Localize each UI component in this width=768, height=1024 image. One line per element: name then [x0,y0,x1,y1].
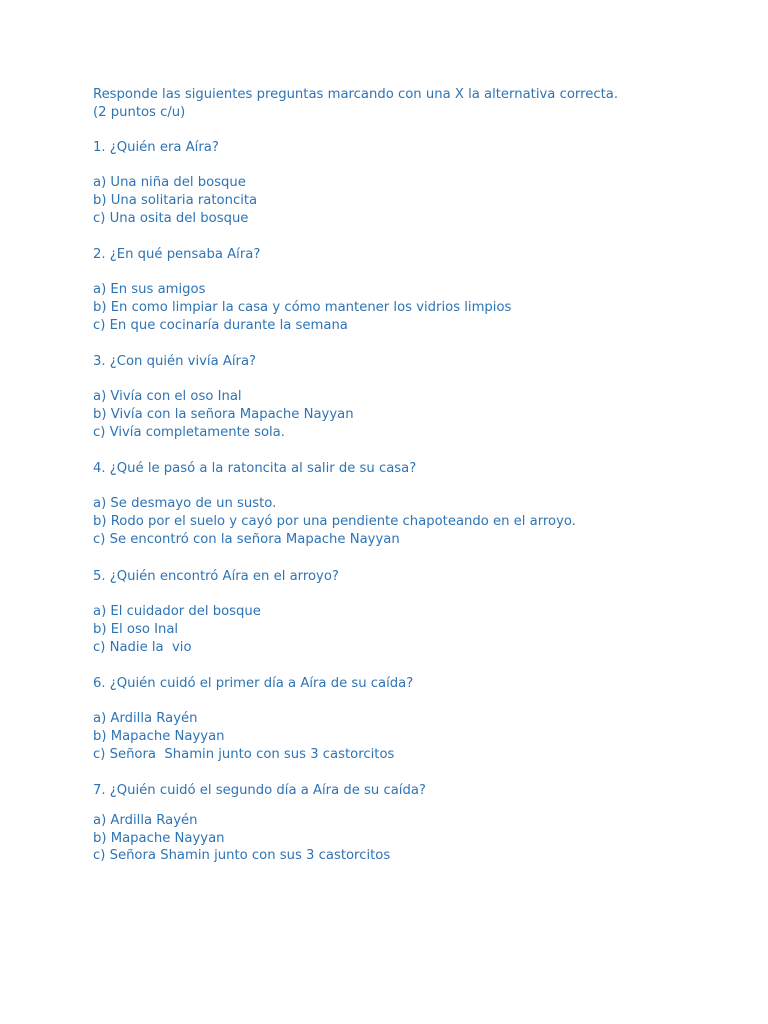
question-text: 6. ¿Quién cuidó el primer día a Aíra de su caída? [93,676,414,691]
answer-options [93,603,753,657]
option-b: b) Mapache Nayyan [93,729,225,744]
question-text: 1. ¿Quién era Aíra? [93,140,219,155]
option-a: a) Ardilla Rayén [93,813,198,828]
option-b: b) Rodo por el suelo y cayó por una pendiente chapoteando en el arroyo. [93,514,576,529]
option-c: c) Señora Shamin junto con sus 3 castorcitos [93,848,391,863]
question-5 [93,568,753,657]
option-b: b) Vivía con la señora Mapache Nayyan [93,407,354,422]
option-b: b) Una solitaria ratoncita [93,193,258,208]
question-6 [93,675,753,764]
question-text: 4. ¿Qué le pasó a la ratoncita al salir de su casa? [93,461,417,476]
question-text: 2. ¿En qué pensaba Aíra? [93,247,261,262]
instructions-line-1: Responde las siguientes preguntas marcando con una X la alternativa correcta. [93,87,619,102]
option-b: b) En como limpiar la casa y cómo mantener los vidrios limpios [93,300,512,315]
answer-options [93,388,753,442]
question-text: 7. ¿Quién cuidó el segundo día a Aíra de su caída? [93,783,426,798]
option-c: c) Se encontró con la señora Mapache Nayyan [93,532,400,547]
answer-options [93,812,753,865]
question-3 [93,353,753,442]
option-b: b) Mapache Nayyan [93,830,225,846]
instructions-line-2: (2 puntos c/u) [93,105,186,120]
question-text: 3. ¿Con quién vivía Aíra? [93,354,257,369]
option-a: a) El cuidador del bosque [93,604,261,619]
answer-options [93,710,753,764]
option-a: a) En sus amigos [93,282,206,297]
option-a: a) Se desmayo de un susto. [93,496,277,511]
option-b: b) El oso Inal [93,622,179,637]
option-c: c) Señora Shamin junto con sus 3 castorcitos [93,747,395,762]
question-2 [93,246,753,335]
option-a: a) Vivía con el oso Inal [93,389,242,404]
option-c: c) Vivía completamente sola. [93,425,285,440]
answer-options [93,495,753,549]
answer-options [93,174,753,228]
answer-options [93,281,753,335]
option-a: a) Una niña del bosque [93,175,246,190]
option-c: c) Nadie la vio [93,640,192,655]
option-c: c) En que cocinaría durante la semana [93,318,348,333]
question-1 [93,139,753,228]
question-7 [93,782,753,865]
question-text: 5. ¿Quién encontró Aíra en el arroyo? [93,569,339,584]
question-4 [93,460,753,549]
option-c: c) Una osita del bosque [93,211,249,226]
instructions [93,86,753,122]
option-a: a) Ardilla Rayén [93,711,198,726]
